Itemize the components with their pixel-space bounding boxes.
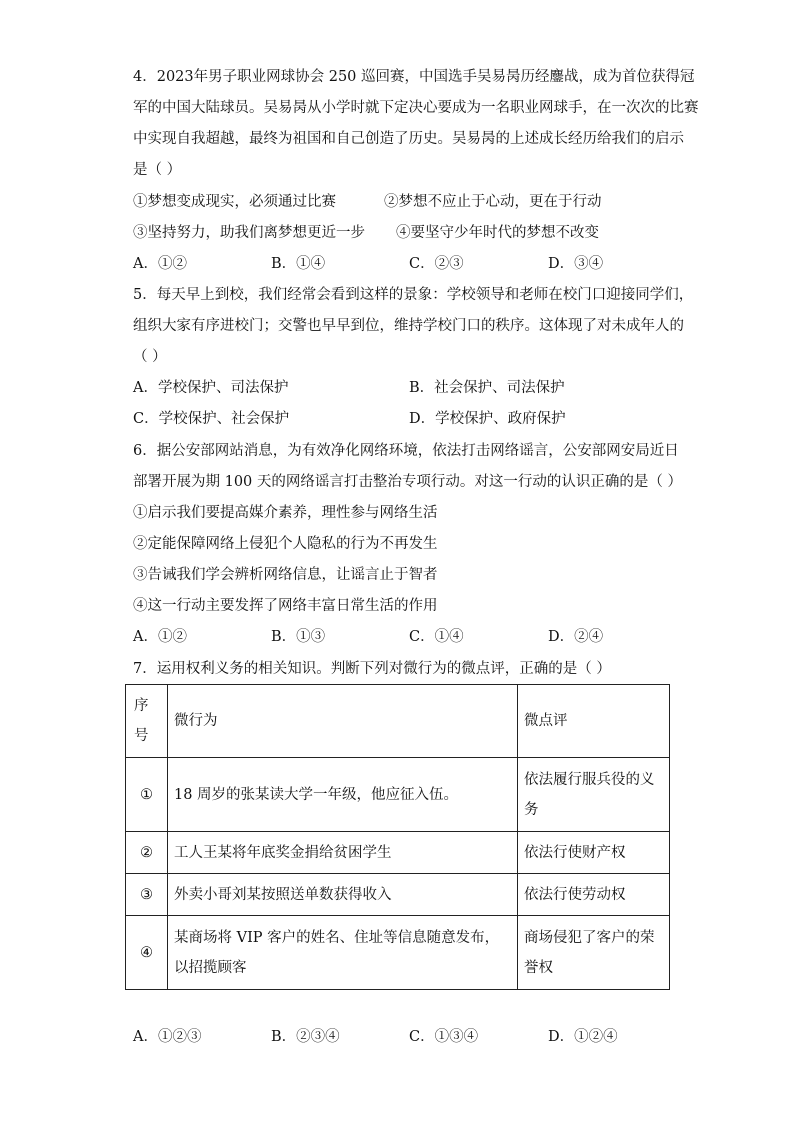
q6-statement-4: ④这一行动主要发挥了网络丰富日常生活的作用 (133, 598, 438, 614)
table-row (126, 832, 670, 874)
q4-option-a[interactable]: A．①② (133, 256, 187, 272)
q5-option-d[interactable]: D．学校保护、政府保护 (409, 411, 566, 427)
row-behavior: 工人王某将年底奖金捐给贫困学生 (168, 832, 518, 874)
row-number: ① (126, 758, 168, 832)
q6-option-a[interactable]: A．①② (133, 629, 187, 645)
row-number: ② (126, 832, 168, 874)
q7-table (125, 684, 670, 990)
q4-stem-line-1: 4．2023年男子职业网球协会 250 巡回赛，中国选手吴易昺历经鏖战，成为首位获得冠 (133, 69, 695, 85)
header-number-label: 序号 (134, 698, 149, 744)
q6-statement-3: ③告诫我们学会辨析网络信息，让谣言止于智者 (133, 567, 438, 583)
q7-option-d[interactable]: D．①②④ (548, 1029, 618, 1045)
q6-statement-2: ②定能保障网络上侵犯个人隐私的行为不再发生 (133, 536, 438, 552)
q5-stem-line-3: （ ） (133, 349, 167, 365)
q4-option-d[interactable]: D．③④ (548, 256, 604, 272)
row-comment-text: 商场侵犯了客户的荣誉权 (524, 929, 655, 976)
header-comment: 微点评 (518, 685, 670, 758)
q4-option-b[interactable]: B．①④ (271, 256, 326, 272)
q6-stem-line-2: 部署开展为期 100 天的网络谣言打击整治专项行动。对这一行动的认识正确的是（ ） (133, 474, 683, 490)
q4-statement-2: ②梦想不应止于心动，更在于行动 (384, 194, 602, 210)
row-comment-text: 依法履行服兵役的义务 (524, 771, 655, 818)
q4-statement-1: ①梦想变成现实，必须通过比赛 (133, 194, 336, 210)
row-behavior (168, 916, 518, 990)
table-row (126, 916, 670, 990)
row-comment: 依法行使财产权 (518, 832, 670, 874)
row-number: ④ (126, 916, 168, 990)
row-comment (518, 758, 670, 832)
row-behavior-text: 某商场将 VIP 客户的姓名、住址等信息随意发布，以招揽顾客 (174, 929, 500, 976)
table-header-row (126, 685, 670, 758)
q4-statement-3: ③坚持努力，助我们离梦想更近一步 (133, 225, 365, 241)
q5-option-c[interactable]: C．学校保护、社会保护 (133, 411, 290, 427)
header-number (126, 685, 168, 758)
q6-stem-line-1: 6．据公安部网站消息，为有效净化网络环境，依法打击网络谣言，公安部网安局近日 (133, 443, 679, 459)
q4-statement-4: ④要坚守少年时代的梦想不改变 (396, 225, 599, 241)
q7-option-b[interactable]: B．②③④ (271, 1029, 340, 1045)
q6-option-b[interactable]: B．①③ (271, 629, 326, 645)
q5-stem-line-2: 组织大家有序进校门；交警也早早到位，维持学校门口的秩序。这体现了对未成年人的 (133, 318, 684, 334)
row-comment (518, 916, 670, 990)
q7-stem: 7．运用权利义务的相关知识。判断下列对微行为的微点评，正确的是（ ） (133, 661, 611, 677)
row-comment: 依法行使劳动权 (518, 874, 670, 916)
row-behavior: 18 周岁的张某读大学一年级，他应征入伍。 (168, 758, 518, 832)
q5-option-a[interactable]: A．学校保护、司法保护 (133, 380, 289, 396)
q6-statement-1: ①启示我们要提高媒介素养，理性参与网络生活 (133, 505, 438, 521)
q4-stem-line-3: 中实现自我超越，最终为祖国和自己创造了历史。吴易昺的上述成长经历给我们的启示 (133, 131, 684, 147)
row-number: ③ (126, 874, 168, 916)
q4-stem-line-4: 是（ ） (133, 162, 182, 178)
row-behavior: 外卖小哥刘某按照送单数获得收入 (168, 874, 518, 916)
q6-option-d[interactable]: D．②④ (548, 629, 604, 645)
q5-option-b[interactable]: B．社会保护、司法保护 (409, 380, 565, 396)
q5-stem-line-1: 5．每天早上到校，我们经常会看到这样的景象：学校领导和老师在校门口迎接同学们， (133, 287, 694, 303)
table-row (126, 758, 670, 832)
header-behavior: 微行为 (168, 685, 518, 758)
q7-option-a[interactable]: A．①②③ (133, 1029, 202, 1045)
q6-option-c[interactable]: C．①④ (409, 629, 464, 645)
q4-option-c[interactable]: C．②③ (409, 256, 464, 272)
q4-stem-line-2: 军的中国大陆球员。吴易昺从小学时就下定决心要成为一名职业网球手，在一次次的比赛 (133, 100, 699, 116)
q7-option-c[interactable]: C．①③④ (409, 1029, 479, 1045)
table-row (126, 874, 670, 916)
